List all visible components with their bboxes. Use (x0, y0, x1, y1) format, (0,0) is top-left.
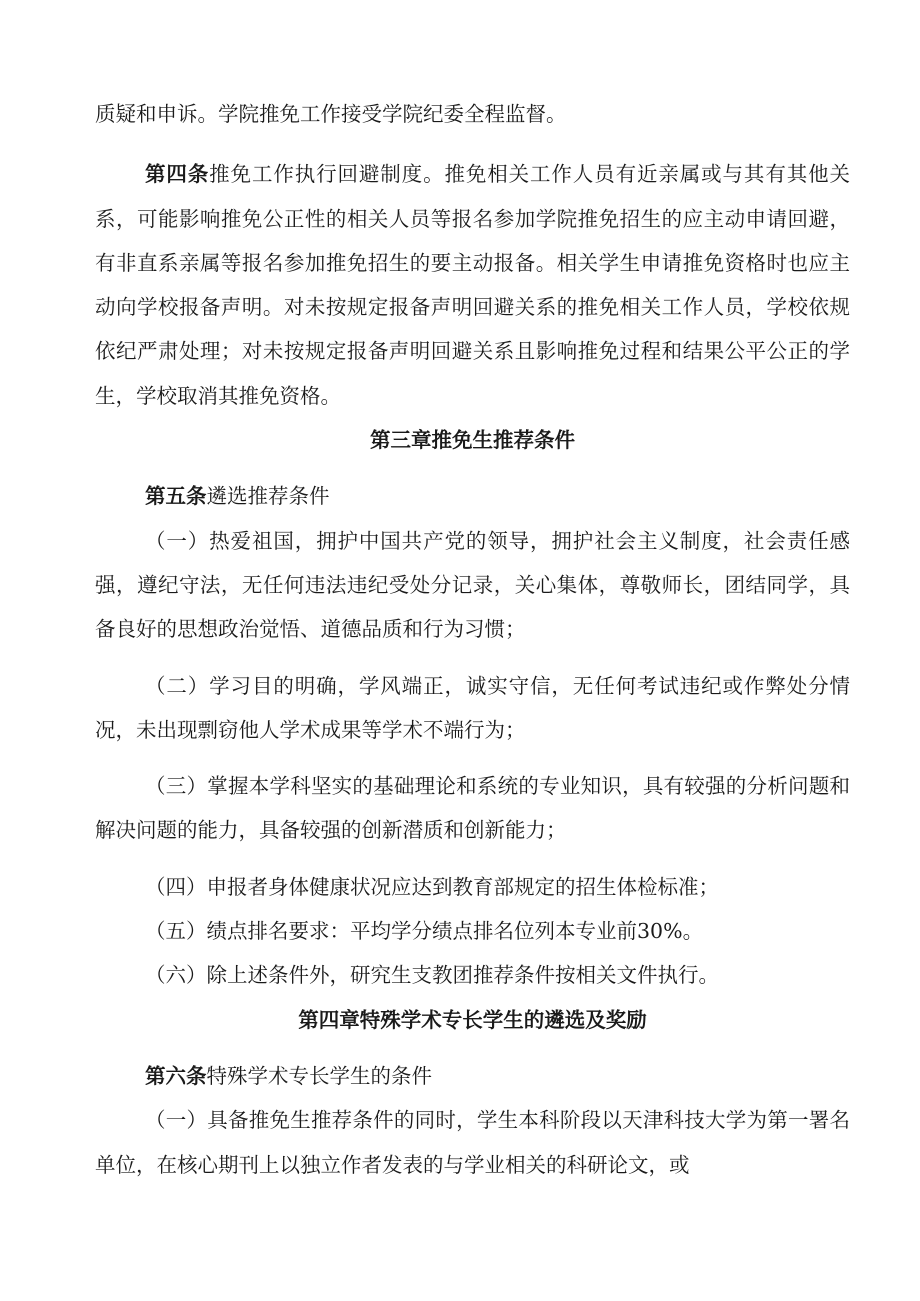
chapter-3-heading: 第三章推免生推荐条件 (370, 428, 575, 453)
article-6-item-1: （一）具备推免生推荐条件的同时，学生本科阶段以天津科技大学为第一署名单位，在核心期刊上以独立作者发表的与学业相关的科研论文，或 (95, 1108, 850, 1177)
article-4 (95, 152, 850, 418)
article-5-item-5: （五）绩点排名要求：平均学分绩点排名位列本专业前30%。 (145, 919, 704, 944)
article-5-item-3: （三）掌握本学科坚实的基础理论和系统的专业知识，具有较强的分析问题和解决问题的能力，具备较强的创新潜质和创新能力； (95, 774, 850, 843)
article-5-text: 遴选推荐条件 (206, 484, 330, 509)
article-5-item-1: （一）热爱祖国，拥护中国共产党的领导，拥护社会主义制度，社会责任感强，遵纪守法，无任何违法违纪受处分记录，关心集体，尊敬师长，团结同学，具备良好的思想政治觉悟、道德品质和行为习惯； (95, 528, 850, 642)
chapter-4-heading: 第四章特殊学术专长学生的遴选及奖励 (298, 1007, 647, 1032)
document-page (95, 92, 850, 1187)
article-5 (95, 474, 850, 518)
article-6-text: 特殊学术专长学生的条件 (206, 1063, 432, 1088)
article-6-label: 第六条 (145, 1063, 207, 1088)
article-5-label: 第五条 (145, 484, 207, 509)
article-6 (95, 1054, 850, 1098)
paragraph-continued: 质疑和申诉。学院推免工作接受学院纪委全程监督。 (95, 102, 567, 126)
article-5-item-2: （二）学习目的明确，学风端正，诚实守信，无任何考试违纪或作弊处分情况，未出现剽窃他人学术成果等学术不端行为； (95, 673, 850, 742)
article-5-item-6: （六）除上述条件外，研究生支教团推荐条件按相关文件执行。 (145, 963, 719, 988)
article-4-label: 第四条 (145, 162, 210, 187)
article-5-item-4: （四）申报者身体健康状况应达到教育部规定的招生体检标准； (145, 874, 719, 899)
article-4-text: 推免工作执行回避制度。推免相关工作人员有近亲属或与其有其他关系，可能影响推免公正性的相关人员等报名参加学院推免招生的应主动申请回避，有非直系亲属等报名参加推免招生的要主动报备。相关学生申请推免资格时也应主动向学校报备声明。对未按规定报备声明回避关系的推免相关工作人员，学校依规依纪严肃处理；对未按规定报备声明回避关系且影响推免过程和结果公平公正的学生，学校取消其推免资格。 (95, 162, 850, 408)
